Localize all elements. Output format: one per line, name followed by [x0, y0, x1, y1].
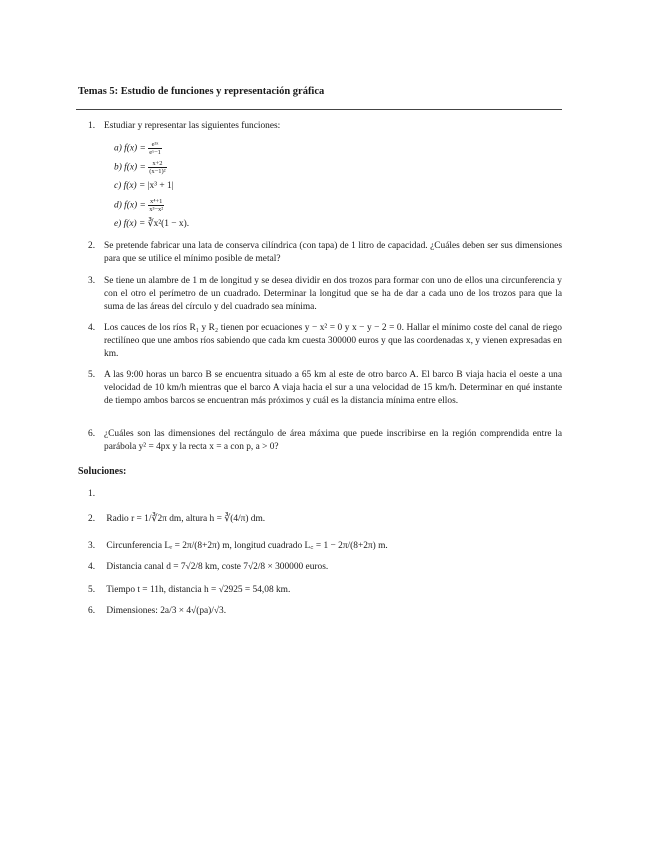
- denominator: (x−1)²: [149, 168, 166, 175]
- solution-2: [88, 513, 265, 524]
- solutions-heading: Soluciones:: [78, 466, 127, 477]
- problem-number: 6.: [88, 429, 96, 439]
- solution-1: [88, 489, 104, 499]
- problem-number: 4.: [88, 323, 96, 333]
- subitem-label: c): [114, 181, 122, 191]
- solution-text: Tiempo t = 11h, distancia h = √2925 = 54,08 km.: [106, 585, 291, 595]
- subitem-lhs: f(x) =: [123, 181, 146, 191]
- page-title: Temas 5: Estudio de funciones y representación gráfica: [78, 86, 325, 97]
- subitem-label: e): [114, 219, 122, 229]
- solution-number: 5.: [88, 585, 96, 595]
- subitem-a: [114, 141, 162, 156]
- subitem-label: d): [114, 200, 122, 211]
- problem-number: 3.: [88, 276, 96, 286]
- expression: |x³ + 1|: [147, 181, 174, 191]
- problem-number: 2.: [88, 241, 96, 251]
- fraction: [148, 141, 162, 156]
- solution-number: 6.: [88, 606, 96, 616]
- subitem-e: [114, 218, 189, 229]
- subitem-lhs: f(x) =: [124, 143, 146, 154]
- problem-number: 1.: [88, 121, 96, 131]
- problem-text: Se pretende fabricar una lata de conserva cilíndrica (con tapa) de 1 litro de capacidad. ¿Cuáles deben ser sus dimensiones para que se utilice el mínimo posible de metal?: [104, 241, 562, 265]
- subitem-lhs: f(x) =: [124, 200, 146, 211]
- problem-5: [88, 369, 562, 409]
- numerator: x+2: [148, 160, 166, 168]
- title-divider: [76, 109, 562, 110]
- fraction: [148, 198, 164, 213]
- solution-text: Distancia canal d = 7√2/8 km, coste 7√2/8 × 300000 euros.: [106, 562, 329, 572]
- problem-text: ¿Cuáles son las dimensiones del rectángulo de área máxima que puede inscribirse en la región comprendida entre la parábola y² = 4px y la recta x = a con p, a > 0?: [104, 429, 562, 453]
- solution-4: [88, 562, 328, 572]
- denominator: x³−x²: [149, 206, 164, 213]
- problem-text: A las 9:00 horas un barco B se encuentra situado a 65 km al este de otro barco A. El barco B viaja hacia el oeste a una velocidad de 10 km/h mientras que el barco A viaja hacia el sur a una velocidad de 15 km/h. Determinar en qué instante de tiempo ambos barcos se encuentran más próximos y cuál es la distancia mínima entre ellos.: [104, 370, 562, 407]
- problem-text: Los cauces de los ríos R₁ y R₂ tienen por ecuaciones y − x² = 0 y x − y − 2 = 0. Hallar el mínimo coste del canal de riego rectilíneo que une ambos ríos sabiendo que cada km cuesta 300000 euros y que las coordenadas x, y vienen expresadas en km.: [104, 323, 562, 360]
- problem-2: [88, 240, 562, 266]
- solution-text: Dimensiones: 2a/3 × 4√(pa)/√3.: [106, 606, 227, 616]
- expression: ∛x²(1 − x).: [147, 219, 190, 229]
- fraction: [148, 160, 166, 175]
- problem-4: [88, 322, 562, 362]
- problem-1: [88, 120, 562, 133]
- numerator: x⁴+1: [150, 198, 163, 205]
- problem-number: 5.: [88, 370, 96, 380]
- solution-number: 1.: [88, 489, 96, 499]
- solution-number: 4.: [88, 562, 96, 572]
- solution-text: Radio r = 1/∛2π dm, altura h = ∛(4/π) dm.: [106, 514, 266, 524]
- solution-number: 3.: [88, 541, 96, 551]
- subitem-label: a): [114, 143, 122, 154]
- subitem-lhs: f(x) =: [123, 219, 146, 229]
- solution-3: [88, 538, 388, 551]
- subitem-b: [114, 160, 167, 175]
- subitem-lhs: f(x) =: [124, 162, 146, 173]
- subitem-d: [114, 198, 164, 213]
- problem-3: [88, 275, 562, 315]
- problem-text: Se tiene un alambre de 1 m de longitud y se desea dividir en dos trozos para formar con uno de ellos una circunferencia y con el otro el perímetro de un cuadrado. Determinar la longitud que se ha de dar a cada uno de los trozos para que la suma de las áreas del círculo y del cuadrado sea mínima.: [104, 276, 562, 313]
- subitem-label: b): [114, 162, 122, 173]
- solution-5: [88, 585, 290, 595]
- subitem-c: [114, 181, 174, 191]
- denominator: eˣ−1: [149, 149, 161, 156]
- problem-text: Estudiar y representar las siguientes funciones:: [104, 121, 281, 131]
- solution-text: Circunferencia Lᵣ = 2π/(8+2π) m, longitud cuadrado L꜀ = 1 − 2π/(8+2π) m.: [106, 541, 388, 551]
- solution-6: [88, 606, 226, 616]
- solution-number: 2.: [88, 514, 96, 524]
- problem-6: [88, 428, 562, 454]
- numerator: e³ˣ: [148, 141, 162, 149]
